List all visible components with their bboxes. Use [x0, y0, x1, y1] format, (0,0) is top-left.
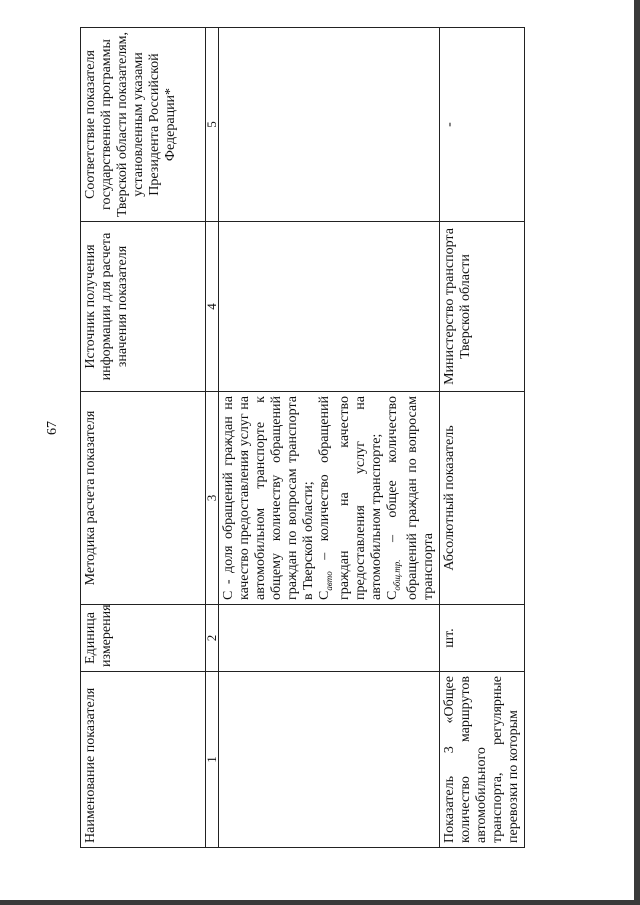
c-avto-symbol: С	[317, 590, 332, 600]
column-number: 1	[206, 672, 219, 848]
indicator-3-method: Абсолютный показатель	[439, 392, 524, 605]
c-obsh-symbol: С	[384, 590, 400, 600]
c-obsh-definition	[385, 396, 437, 600]
indicator-3-unit: шт.	[439, 605, 524, 672]
header-row	[81, 28, 206, 848]
column-number-row	[206, 28, 219, 848]
header-name: Наименование показателя	[81, 672, 206, 848]
empty-cell	[219, 222, 440, 392]
page-number: 67	[45, 421, 60, 435]
header-method: Методика расчета показателя	[81, 392, 206, 605]
c-obsh-subscript: общ.тр.	[391, 559, 402, 591]
column-number: 4	[206, 222, 219, 392]
column-number: 5	[206, 28, 219, 222]
c-obsh-text: – общее количество обращений граждан по вопросам транспорта	[384, 396, 436, 600]
indicator-3-name: Показатель 3 «Общее количество маршрутов автомобильного транспорта, регулярные перевозки по которым	[439, 672, 524, 848]
column-number: 2	[206, 605, 219, 672]
indicators-table-rotated	[80, 28, 550, 848]
method-definitions	[219, 392, 440, 605]
empty-cell	[219, 672, 440, 848]
indicators-table	[80, 27, 525, 848]
method-definitions-row	[219, 28, 440, 848]
column-number: 3	[206, 392, 219, 605]
header-unit: Единица измерения	[81, 605, 206, 672]
indicator-3-compliance: -	[439, 28, 524, 222]
header-compliance: Соответствие показателя государственной программы Тверской области показателям, установленным указами Президента Российской Федерации*	[81, 28, 206, 222]
c-definition: С - доля обращений граждан на качество предоставления услуг на автомобильном транспорте к общему количеству обращений граждан по вопросам транспорта в Тверской области;	[221, 396, 316, 600]
c-avto-text: – количество обращений граждан на качество предоставления услуг на автомобильном транспорте;	[317, 396, 384, 600]
c-avto-subscript: авто	[323, 571, 334, 591]
empty-cell	[219, 605, 440, 672]
indicator-3-row	[439, 28, 524, 848]
c-avto-definition	[317, 396, 385, 600]
indicator-3-source: Министерство транспорта Тверской области	[439, 222, 524, 392]
empty-cell	[219, 28, 440, 222]
header-source: Источник получения информации для расчета значения показателя	[81, 222, 206, 392]
